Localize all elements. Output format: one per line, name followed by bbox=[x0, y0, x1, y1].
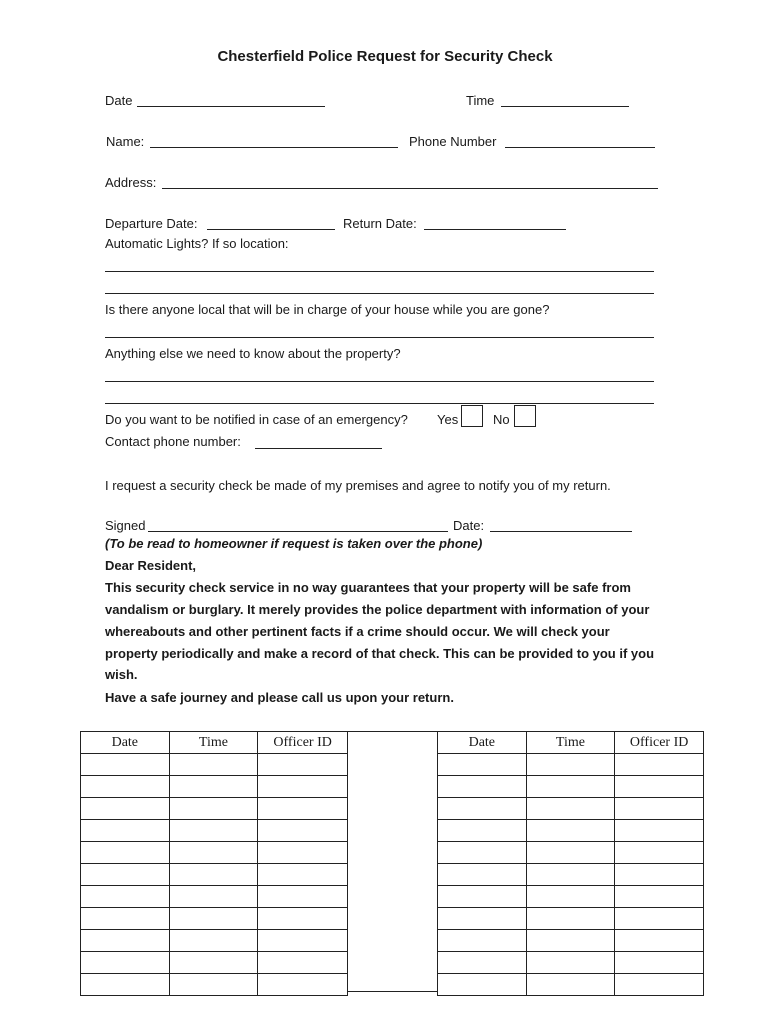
date-cell[interactable] bbox=[81, 908, 170, 930]
header-time: Time bbox=[526, 732, 615, 754]
table-row bbox=[438, 820, 704, 842]
no-checkbox[interactable] bbox=[514, 405, 536, 427]
table-row bbox=[438, 952, 704, 974]
time-cell[interactable] bbox=[169, 798, 258, 820]
notice-line: whereabouts and other pertinent facts if a crime should occur. We will check your bbox=[105, 624, 610, 639]
time-cell[interactable] bbox=[526, 864, 615, 886]
officer-id-cell[interactable] bbox=[258, 886, 348, 908]
date-cell[interactable] bbox=[438, 908, 527, 930]
notice-line: wish. bbox=[105, 667, 138, 682]
departure-date-label: Departure Date: bbox=[105, 216, 198, 231]
local-contact-field[interactable] bbox=[105, 337, 654, 338]
lights-field-line-2[interactable] bbox=[105, 293, 654, 294]
date-cell[interactable] bbox=[438, 776, 527, 798]
officer-id-cell[interactable] bbox=[258, 974, 348, 996]
yes-checkbox[interactable] bbox=[461, 405, 483, 427]
signed-date-label: Date: bbox=[453, 518, 485, 533]
check-log-table-right bbox=[437, 731, 704, 996]
header-time: Time bbox=[169, 732, 258, 754]
time-cell[interactable] bbox=[526, 930, 615, 952]
time-cell[interactable] bbox=[169, 776, 258, 798]
table-row bbox=[438, 798, 704, 820]
table-row bbox=[81, 776, 348, 798]
officer-id-cell[interactable] bbox=[258, 952, 348, 974]
officer-id-cell[interactable] bbox=[615, 974, 704, 996]
signature-field[interactable] bbox=[148, 531, 448, 532]
table-row bbox=[438, 776, 704, 798]
date-cell[interactable] bbox=[438, 886, 527, 908]
officer-id-cell[interactable] bbox=[615, 754, 704, 776]
date-cell[interactable] bbox=[438, 798, 527, 820]
signed-date-field[interactable] bbox=[490, 531, 632, 532]
table-row bbox=[81, 798, 348, 820]
request-statement: I request a security check be made of my premises and agree to notify you of my return. bbox=[105, 478, 611, 493]
header-officer-id: Officer ID bbox=[258, 732, 348, 754]
yes-label: Yes bbox=[437, 412, 459, 427]
table-row bbox=[438, 864, 704, 886]
officer-id-cell[interactable] bbox=[615, 886, 704, 908]
property-field-line-2[interactable] bbox=[105, 403, 654, 404]
check-log-table-left bbox=[80, 731, 348, 996]
lights-field-line-1[interactable] bbox=[105, 271, 654, 272]
officer-id-cell[interactable] bbox=[615, 908, 704, 930]
date-cell[interactable] bbox=[81, 776, 170, 798]
time-cell[interactable] bbox=[169, 908, 258, 930]
officer-id-cell[interactable] bbox=[615, 952, 704, 974]
table-row bbox=[81, 908, 348, 930]
date-cell[interactable] bbox=[438, 952, 527, 974]
no-label: No bbox=[493, 412, 510, 427]
date-cell[interactable] bbox=[438, 864, 527, 886]
time-cell[interactable] bbox=[169, 820, 258, 842]
page-title: Chesterfield Police Request for Security Check bbox=[217, 48, 553, 65]
table-gap bbox=[348, 731, 437, 992]
date-cell[interactable] bbox=[81, 952, 170, 974]
time-cell[interactable] bbox=[526, 798, 615, 820]
time-cell[interactable] bbox=[169, 974, 258, 996]
date-cell[interactable] bbox=[81, 798, 170, 820]
time-field[interactable] bbox=[501, 106, 629, 107]
property-question: Anything else we need to know about the property? bbox=[105, 346, 401, 361]
time-label: Time bbox=[466, 93, 495, 108]
table-row bbox=[81, 820, 348, 842]
time-cell[interactable] bbox=[169, 754, 258, 776]
notify-question: Do you want to be notified in case of an emergency? bbox=[105, 412, 408, 427]
address-field[interactable] bbox=[162, 188, 658, 189]
table-row bbox=[81, 952, 348, 974]
officer-id-cell[interactable] bbox=[258, 754, 348, 776]
return-date-label: Return Date: bbox=[343, 216, 417, 231]
officer-id-cell[interactable] bbox=[258, 798, 348, 820]
date-cell[interactable] bbox=[81, 930, 170, 952]
property-field-line-1[interactable] bbox=[105, 381, 654, 382]
time-cell[interactable] bbox=[526, 820, 615, 842]
date-cell[interactable] bbox=[438, 754, 527, 776]
local-contact-question: Is there anyone local that will be in charge of your house while you are gone? bbox=[105, 302, 550, 317]
greeting: Dear Resident, bbox=[105, 558, 197, 573]
date-cell[interactable] bbox=[81, 864, 170, 886]
table-row bbox=[438, 908, 704, 930]
time-cell[interactable] bbox=[526, 776, 615, 798]
time-cell[interactable] bbox=[169, 930, 258, 952]
officer-id-cell[interactable] bbox=[615, 798, 704, 820]
lights-label: Automatic Lights? If so location: bbox=[105, 236, 289, 251]
date-cell[interactable] bbox=[438, 930, 527, 952]
officer-id-cell[interactable] bbox=[258, 820, 348, 842]
address-label: Address: bbox=[105, 175, 157, 190]
date-cell[interactable] bbox=[81, 754, 170, 776]
header-date: Date bbox=[81, 732, 170, 754]
notice-line: This security check service in no way guarantees that your property will be safe from bbox=[105, 580, 631, 595]
time-cell[interactable] bbox=[169, 842, 258, 864]
departure-date-field[interactable] bbox=[207, 229, 335, 230]
header-officer-id: Officer ID bbox=[615, 732, 704, 754]
phone-note: (To be read to homeowner if request is taken over the phone) bbox=[105, 536, 483, 551]
name-label: Name: bbox=[106, 134, 145, 149]
date-cell[interactable] bbox=[438, 820, 527, 842]
date-cell[interactable] bbox=[81, 974, 170, 996]
officer-id-cell[interactable] bbox=[258, 908, 348, 930]
name-field[interactable] bbox=[150, 147, 398, 148]
time-cell[interactable] bbox=[526, 842, 615, 864]
date-cell[interactable] bbox=[81, 842, 170, 864]
contact-phone-label: Contact phone number: bbox=[105, 434, 241, 449]
officer-id-cell[interactable] bbox=[258, 776, 348, 798]
phone-label: Phone Number bbox=[409, 134, 497, 149]
date-cell[interactable] bbox=[81, 886, 170, 908]
time-cell[interactable] bbox=[169, 886, 258, 908]
table-row bbox=[438, 974, 704, 996]
date-cell[interactable] bbox=[438, 974, 527, 996]
officer-id-cell[interactable] bbox=[615, 842, 704, 864]
date-cell[interactable] bbox=[438, 842, 527, 864]
officer-id-cell[interactable] bbox=[615, 776, 704, 798]
time-cell[interactable] bbox=[169, 864, 258, 886]
table-row bbox=[81, 930, 348, 952]
officer-id-cell[interactable] bbox=[258, 842, 348, 864]
time-cell[interactable] bbox=[526, 952, 615, 974]
table-row bbox=[438, 842, 704, 864]
header-date: Date bbox=[438, 732, 527, 754]
time-cell[interactable] bbox=[169, 952, 258, 974]
closing: Have a safe journey and please call us upon your return. bbox=[105, 690, 454, 705]
table-row bbox=[438, 886, 704, 908]
time-cell[interactable] bbox=[526, 754, 615, 776]
officer-id-cell[interactable] bbox=[615, 930, 704, 952]
time-cell[interactable] bbox=[526, 886, 615, 908]
time-cell[interactable] bbox=[526, 974, 615, 996]
date-cell[interactable] bbox=[81, 820, 170, 842]
phone-field[interactable] bbox=[505, 147, 655, 148]
officer-id-cell[interactable] bbox=[615, 820, 704, 842]
signed-label: Signed bbox=[105, 518, 146, 533]
contact-phone-field[interactable] bbox=[255, 448, 382, 449]
table-row bbox=[438, 930, 704, 952]
time-cell[interactable] bbox=[526, 908, 615, 930]
notice-line: vandalism or burglary. It merely provides the police department with information of your bbox=[105, 602, 650, 617]
table-row bbox=[81, 864, 348, 886]
date-field[interactable] bbox=[137, 106, 325, 107]
table-row bbox=[81, 842, 348, 864]
table-row bbox=[81, 754, 348, 776]
table-row bbox=[438, 754, 704, 776]
officer-id-cell[interactable] bbox=[258, 864, 348, 886]
officer-id-cell[interactable] bbox=[258, 930, 348, 952]
table-row bbox=[81, 886, 348, 908]
date-label: Date bbox=[105, 93, 133, 108]
table-row bbox=[81, 974, 348, 996]
officer-id-cell[interactable] bbox=[615, 864, 704, 886]
notice-line: property periodically and make a record of that check. This can be provided to you if you bbox=[105, 646, 655, 661]
return-date-field[interactable] bbox=[424, 229, 566, 230]
